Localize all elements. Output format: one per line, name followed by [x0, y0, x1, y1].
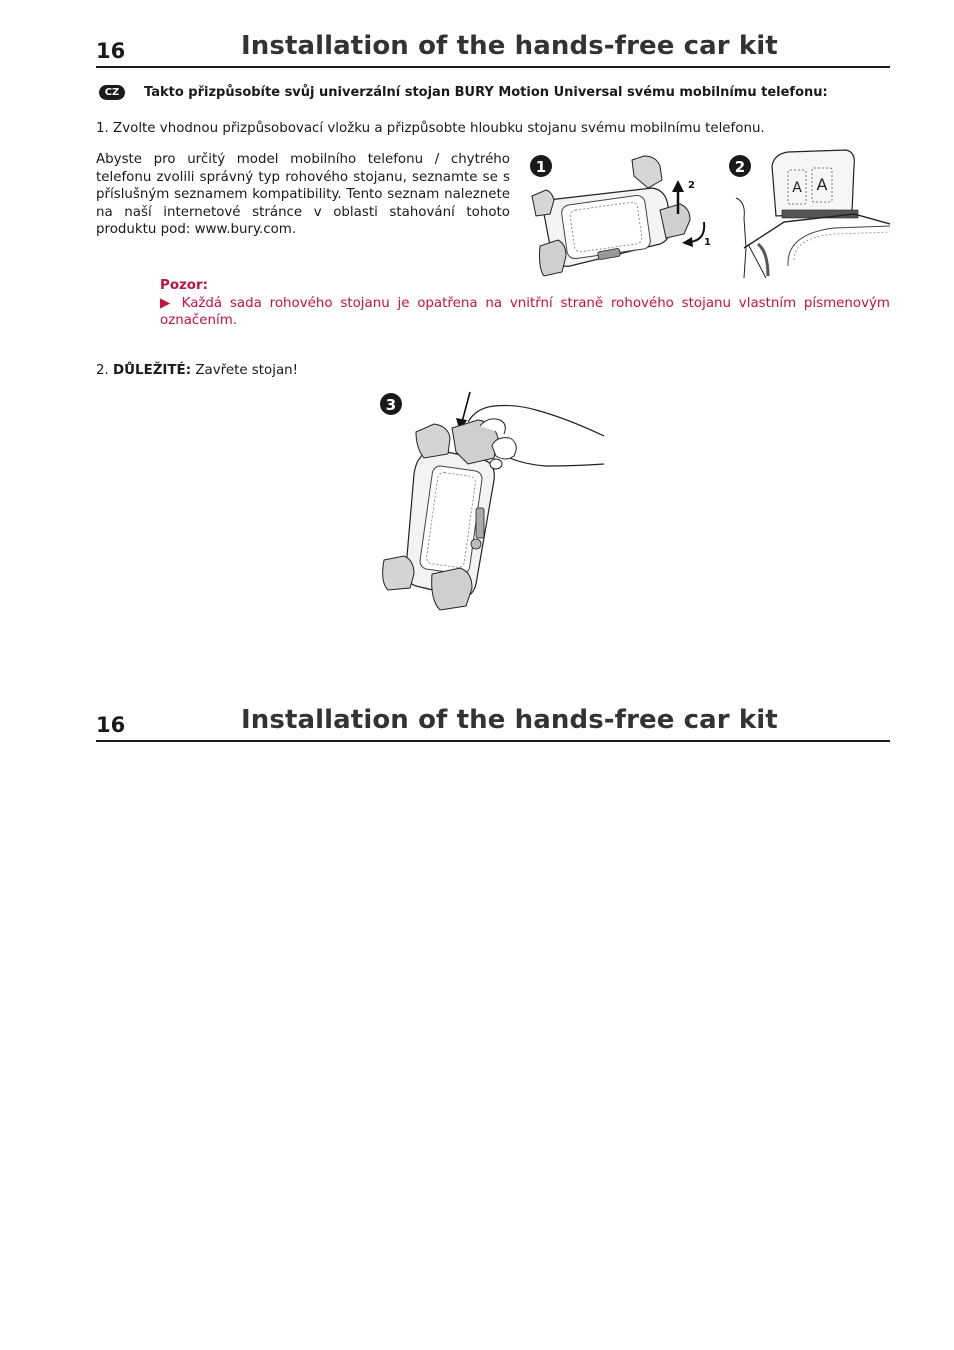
- warning-text: Každá sada rohového stojanu je opatřena na vnitřní straně rohového stojanu vlastním písmenovým označením.: [160, 295, 890, 329]
- page-header: [96, 31, 890, 68]
- compatibility-paragraph: Abyste pro určitý model mobilního telefonu / chytrého telefonu zvolili správný typ rohového stojanu, seznamte se s příslušným seznamem kompatibility. Tento seznam naleznete na naší internetové stránce v oblasti stahování tohoto produktu pod: www.bury.com.: [96, 152, 510, 238]
- page-number-repeat: 16: [96, 713, 126, 737]
- step-2-instruction: Zavřete stojan!: [195, 363, 299, 378]
- step-1-text: 1. Zvolte vhodnou přizpůsobovací vložku a přizpůsobte hloubku stojanu svému mobilnímu telefonu.: [96, 121, 765, 136]
- svg-text:3: 3: [385, 396, 397, 414]
- page-title: Installation of the hands-free car kit: [241, 31, 778, 61]
- step-2-important: DŮLEŽITÉ:: [113, 363, 192, 378]
- section-heading-row: [96, 84, 890, 104]
- arrow-label-2: 2: [688, 180, 695, 191]
- language-badge: CZ: [99, 85, 125, 100]
- section-heading: Takto přizpůsobíte svůj univerzální stojan BURY Motion Universal svému mobilnímu telefonu:: [144, 85, 828, 100]
- page-title-repeat: Installation of the hands-free car kit: [241, 705, 778, 735]
- warning-label: Pozor:: [160, 278, 208, 293]
- figure-3-close-holder: [376, 388, 608, 616]
- step-2-text: [96, 362, 696, 380]
- warning-box: [160, 277, 890, 330]
- corner-letter-a-2: A: [816, 175, 828, 194]
- figure-2-corner-letters: [724, 148, 890, 280]
- triangle-bullet-icon: ▶: [160, 295, 174, 311]
- svg-text:1: 1: [535, 158, 547, 176]
- figure-3-number: [380, 393, 402, 415]
- page-number: 16: [96, 39, 126, 63]
- corner-letter-a-1: A: [792, 180, 802, 196]
- figure-1-number: [530, 155, 552, 177]
- step-2-number: 2.: [96, 363, 109, 378]
- warning-body: [160, 295, 890, 330]
- svg-text:2: 2: [734, 158, 746, 176]
- figure-2-number: [729, 155, 751, 177]
- arrow-label-1: 1: [704, 237, 711, 248]
- figure-1-holder-adjust: [520, 148, 718, 280]
- page-header-repeat: [96, 705, 890, 742]
